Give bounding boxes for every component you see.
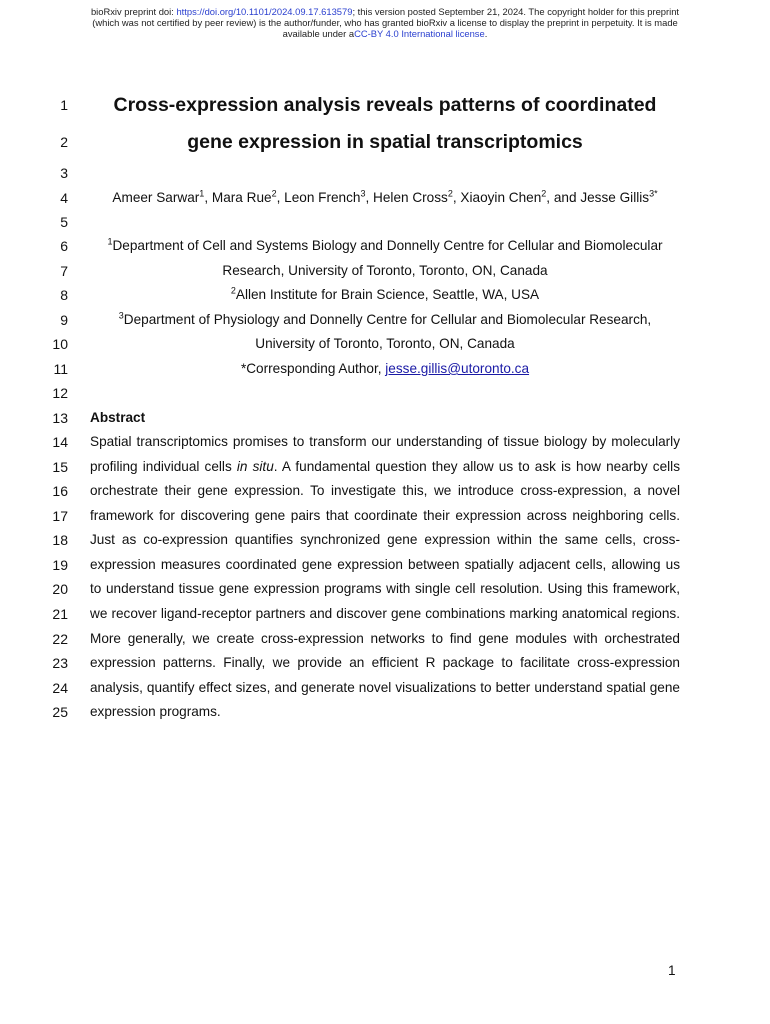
- corresponding-author: [90, 361, 680, 376]
- author-name: Jesse Gillis: [580, 190, 650, 205]
- line-number: 22: [52, 631, 68, 647]
- author-list: [90, 190, 680, 205]
- line-number: 21: [52, 606, 68, 622]
- affiliation-text: Department of Physiology and Donnelly Centre for Cellular and Biomolecular Research,: [123, 312, 652, 327]
- line-number: 6: [60, 238, 68, 254]
- preprint-header: [0, 6, 770, 40]
- author-name: Ameer Sarwar: [112, 190, 200, 205]
- affiliation-mark: 3: [118, 310, 124, 321]
- line-number: 25: [52, 704, 68, 720]
- header-line-1: [0, 6, 770, 17]
- line-number: 2: [60, 134, 68, 150]
- affiliation-1: [90, 238, 680, 253]
- abstract-line: expression measures coordinated gene expression between spatially adjacent cells, allowing us: [90, 557, 680, 572]
- abstract-heading: Abstract: [90, 410, 146, 425]
- affiliation-1-cont: Research, University of Toronto, Toronto, ON, Canada: [222, 263, 548, 278]
- doi-link[interactable]: https://doi.org/10.1101/2024.09.17.613579: [176, 6, 353, 17]
- line-number: 24: [52, 680, 68, 696]
- author-affiliation-mark: 2: [271, 188, 277, 199]
- paper-title-line-1: Cross-expression analysis reveals patterns of coordinated: [113, 94, 657, 116]
- author-affiliation-mark: 3*: [649, 188, 658, 199]
- line-number: 23: [52, 655, 68, 671]
- header-line-2: (which was not certified by peer review) is the author/funder, who has granted bioRxiv a license to display the preprint in perpetuity. It is made: [92, 17, 678, 29]
- author-name: Mara Rue: [211, 190, 272, 205]
- author-name: Leon French: [284, 190, 361, 205]
- author-affiliation-mark: 3: [360, 188, 366, 199]
- author-separator: , and: [546, 190, 581, 205]
- abstract-line: to understand tissue gene expression programs with single cell resolution. Using this framework,: [90, 581, 680, 596]
- header-text: ; this version posted September 21, 2024. The copyright holder for this preprint: [352, 6, 680, 17]
- line-number: 4: [60, 190, 68, 206]
- abstract-line: [90, 459, 680, 474]
- line-number: 15: [52, 459, 68, 475]
- license-link[interactable]: CC-BY 4.0 International license: [354, 28, 485, 40]
- author-separator: ,: [365, 190, 374, 205]
- header-text: available under a: [282, 28, 355, 40]
- page-number: 1: [668, 963, 676, 978]
- line-number: 13: [52, 410, 68, 426]
- abstract-line: More generally, we create cross-expression networks to find gene modules with orchestrated: [90, 631, 680, 646]
- affiliation-text: Department of Cell and Systems Biology and Donnelly Centre for Cellular and Biomolecular: [112, 238, 663, 253]
- line-number: 19: [52, 557, 68, 573]
- line-number: 7: [60, 263, 68, 279]
- abstract-line: we recover ligand-receptor partners and discover gene combinations marking anatomical regions.: [90, 606, 680, 621]
- abstract-emphasis: in situ: [236, 459, 274, 474]
- paper-title-line-2: gene expression in spatial transcriptomics: [187, 131, 583, 153]
- abstract-line: expression patterns. Finally, we provide an efficient R package to facilitate cross-expression: [90, 655, 680, 670]
- author-name: Xiaoyin Chen: [460, 190, 542, 205]
- affiliation-mark: 2: [230, 285, 236, 296]
- header-text: .: [484, 28, 488, 40]
- abstract-line: orchestrate their gene expression. To investigate this, we introduce cross-expression, a novel: [90, 483, 680, 498]
- line-number: 18: [52, 532, 68, 548]
- abstract-text: . A fundamental question they allow us to ask is how nearby cells: [273, 459, 680, 474]
- corresponding-email-link[interactable]: jesse.gillis@utoronto.ca: [385, 361, 530, 376]
- author-affiliation-mark: 1: [199, 188, 205, 199]
- line-number: 3: [60, 165, 68, 181]
- line-number: 14: [52, 434, 68, 450]
- author-separator: ,: [452, 190, 461, 205]
- line-number: 17: [52, 508, 68, 524]
- line-number: 12: [52, 385, 68, 401]
- author-affiliation-mark: 2: [541, 188, 547, 199]
- abstract-line: framework for discovering gene pairs that coordinate their expression across neighboring cells.: [90, 508, 680, 523]
- line-number: 11: [53, 361, 68, 377]
- line-number: 9: [60, 312, 68, 328]
- affiliation-3-cont: University of Toronto, Toronto, ON, Canada: [255, 336, 515, 351]
- line-number: 1: [60, 97, 68, 113]
- author-affiliation-mark: 2: [447, 188, 453, 199]
- line-number: 16: [52, 483, 68, 499]
- abstract-line: analysis, quantify effect sizes, and generate novel visualizations to better understand spatial gene: [90, 680, 680, 695]
- line-number: 20: [52, 581, 68, 597]
- header-line-3: [0, 28, 770, 39]
- corresponding-label: *Corresponding Author,: [240, 361, 386, 376]
- author-name: Helen Cross: [373, 190, 448, 205]
- line-number: 8: [60, 287, 68, 303]
- header-text: bioRxiv preprint doi:: [90, 6, 177, 17]
- affiliation-2: [90, 287, 680, 302]
- line-number: 5: [60, 214, 68, 230]
- line-number: 10: [52, 336, 68, 352]
- abstract-line: expression programs.: [90, 704, 221, 719]
- abstract-text: profiling individual cells: [90, 459, 237, 474]
- author-separator: ,: [204, 190, 212, 205]
- abstract-line: Spatial transcriptomics promises to transform our understanding of tissue biology by molecularly: [90, 434, 680, 449]
- affiliation-3: [90, 312, 680, 327]
- author-separator: ,: [276, 190, 285, 205]
- abstract-line: Just as co-expression quantifies synchronized gene expression within the same cells, cross-: [90, 532, 680, 547]
- affiliation-text: Allen Institute for Brain Science, Seattle, WA, USA: [235, 287, 540, 302]
- affiliation-mark: 1: [107, 236, 113, 247]
